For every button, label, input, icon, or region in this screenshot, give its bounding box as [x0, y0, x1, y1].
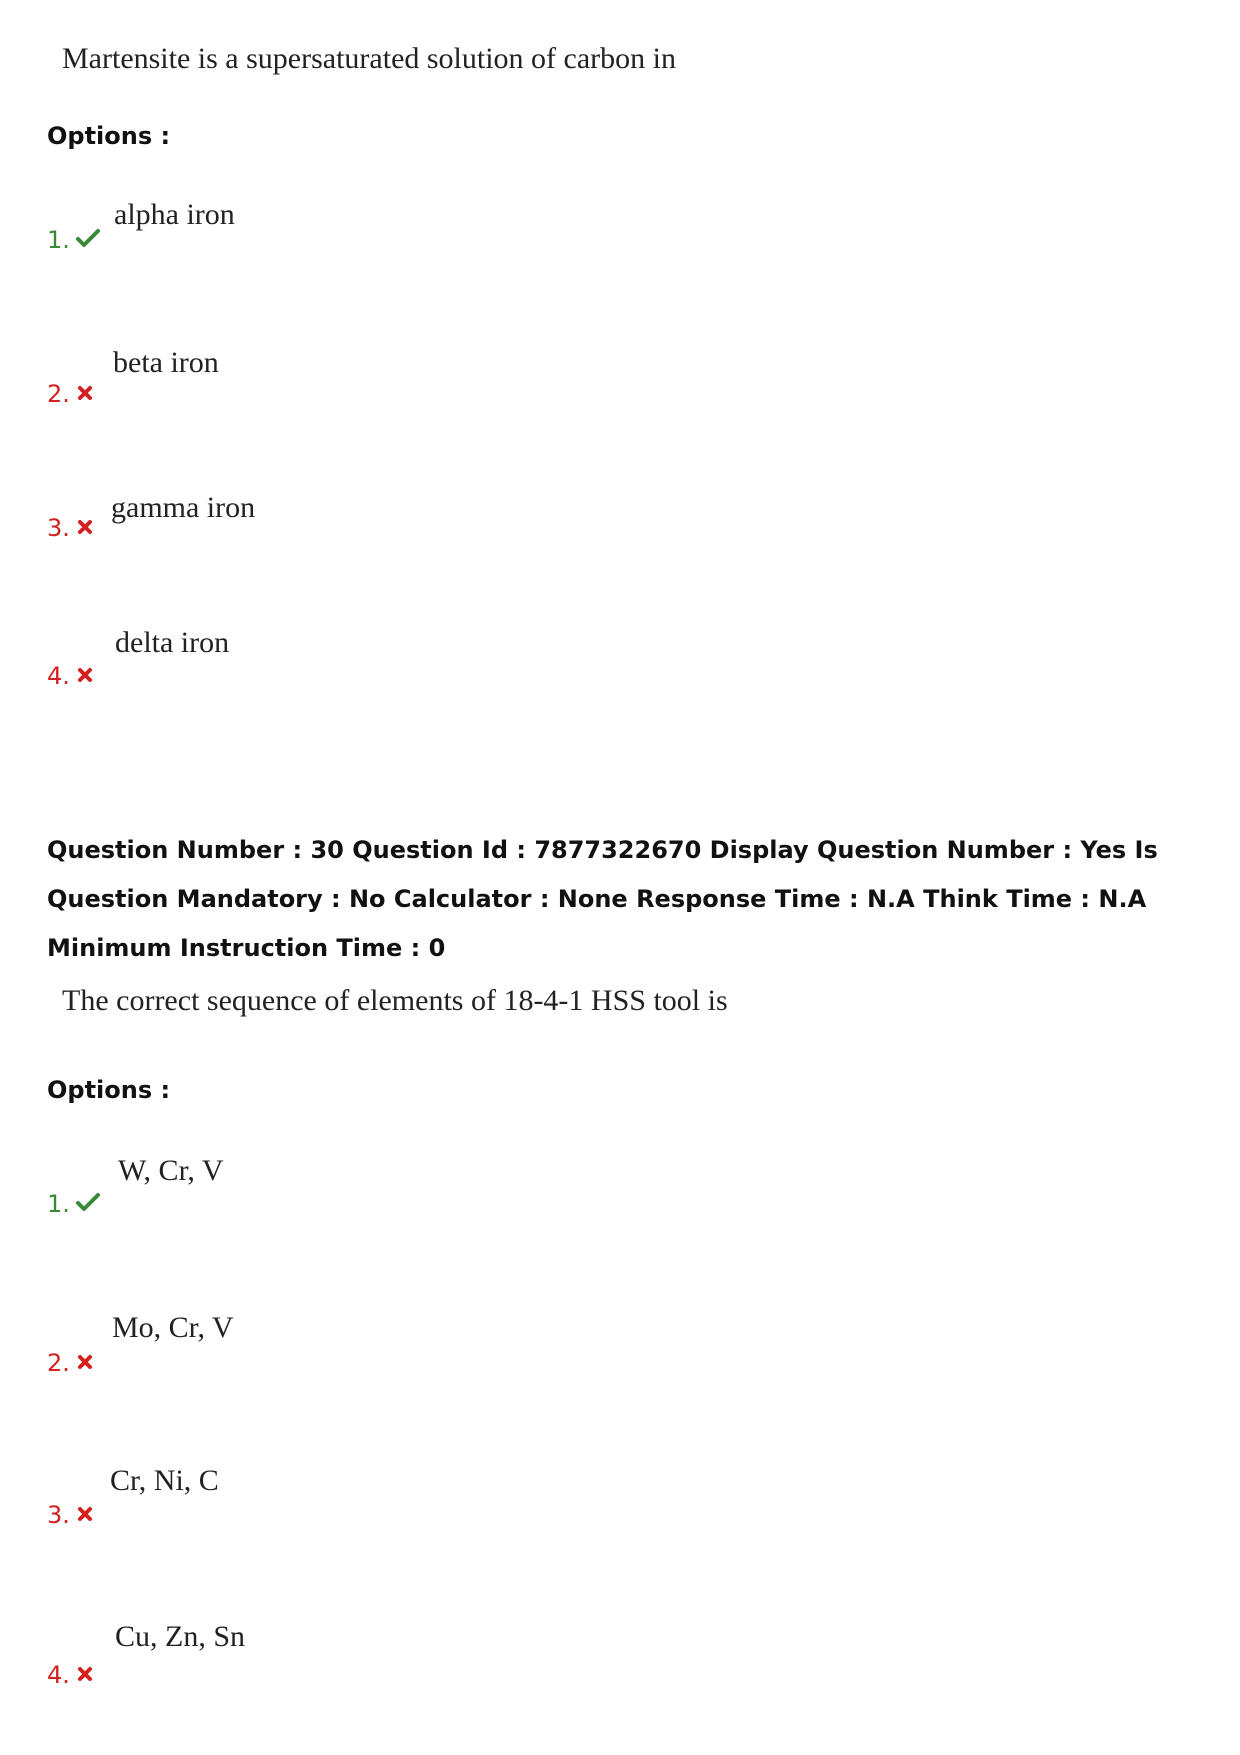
question-30-option-2-text: Mo, Cr, V — [112, 1311, 234, 1344]
question-30-option-2-number: 2. — [47, 1349, 94, 1377]
question-29-options-label: Options : — [47, 122, 171, 150]
question-29-option-1-text: alpha iron — [114, 198, 235, 231]
question-30-option-1-number: 1. — [47, 1190, 100, 1218]
check-icon — [76, 226, 100, 254]
question-29-option-4-number: 4. — [47, 662, 94, 690]
question-30-option-3-number: 3. — [47, 1501, 94, 1529]
cross-icon — [76, 1661, 94, 1689]
question-29-option-4-text: delta iron — [115, 626, 230, 659]
question-30-metadata: Question Number : 30 Question Id : 7877322670 Display Question Number : Yes Is Question Mandatory : No Calculator : None Response Time : N.A Think Time : N.A Minimum Instruction Time : 0 — [47, 836, 1158, 962]
question-29-text: Martensite is a supersaturated solution of carbon in — [62, 42, 677, 75]
question-29-option-1-number: 1. — [47, 226, 100, 254]
question-29-option-3-text: gamma iron — [111, 491, 256, 524]
question-29-option-3-number: 3. — [47, 514, 94, 542]
cross-icon — [76, 380, 94, 408]
question-30-option-3-text: Cr, Ni, C — [110, 1464, 219, 1497]
cross-icon — [76, 514, 94, 542]
cross-icon — [76, 1349, 94, 1377]
question-30-option-4-text: Cu, Zn, Sn — [115, 1620, 246, 1653]
question-30-option-1-text: W, Cr, V — [118, 1154, 224, 1187]
check-icon — [76, 1190, 100, 1218]
question-30-option-4-number: 4. — [47, 1661, 94, 1689]
cross-icon — [76, 662, 94, 690]
question-29-option-2-text: beta iron — [113, 346, 219, 379]
question-30-options-label: Options : — [47, 1076, 171, 1104]
question-30-text: The correct sequence of elements of 18-4-1 HSS tool is — [62, 984, 728, 1017]
question-29-option-2-number: 2. — [47, 380, 94, 408]
cross-icon — [76, 1501, 94, 1529]
